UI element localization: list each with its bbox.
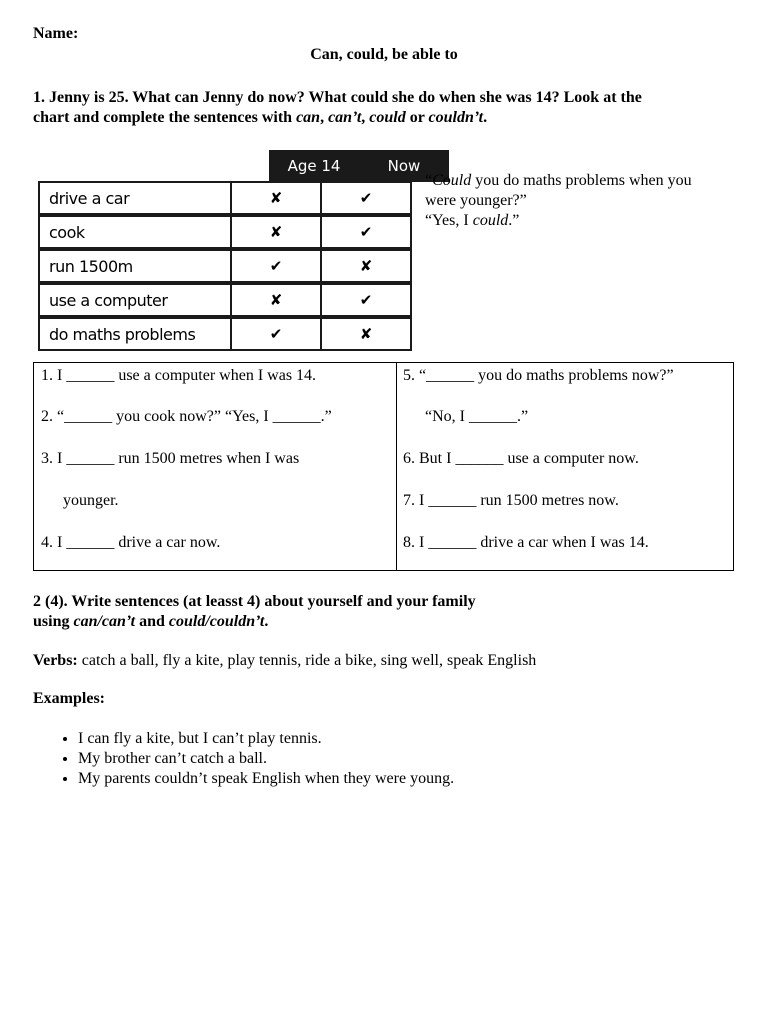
chart-row	[38, 283, 412, 317]
exercise1-box	[33, 362, 734, 571]
examples-list	[56, 729, 454, 789]
chart-row	[38, 317, 412, 351]
sentence-2: 2. “______ you cook now?” “Yes, I ______.”	[41, 408, 332, 425]
exercise2-instruction-line2	[33, 612, 268, 632]
chart-row	[38, 249, 412, 283]
separator: ,	[320, 109, 329, 126]
exercise2-instruction-line1: 2 (4). Write sentences (at leasst 4) about yourself and your family	[33, 593, 476, 610]
word-could: could	[472, 212, 509, 229]
instruction-text: and	[135, 613, 169, 630]
chart-row	[38, 181, 412, 215]
sentence-7: 7. I ______ run 1500 metres now.	[403, 492, 619, 509]
word-cant: can’t	[328, 109, 362, 126]
word-couldnt: couldn’t	[428, 109, 484, 126]
quote-mark: “	[425, 172, 433, 189]
activity-cell: do maths problems	[38, 317, 232, 351]
word-could: Could	[432, 172, 472, 189]
ability-chart	[38, 150, 421, 351]
sentence-3-continued: younger.	[63, 492, 119, 509]
activity-cell: cook	[38, 215, 232, 249]
separator: ,	[361, 109, 370, 126]
example-question-line2: were younger?”	[425, 192, 527, 209]
separator: .	[483, 109, 488, 126]
sentence-4: 4. I ______ drive a car now.	[41, 534, 221, 551]
sentence-5: 5. “______ you do maths problems now?”	[403, 367, 674, 384]
sentence-5-answer: “No, I ______.”	[425, 408, 529, 425]
age14-mark: ✘	[230, 181, 322, 215]
separator: or	[405, 109, 429, 126]
now-mark: ✘	[320, 317, 412, 351]
verbs-label: Verbs:	[33, 652, 78, 669]
examples-label: Examples:	[33, 690, 105, 707]
word-could: could	[369, 109, 406, 126]
activity-cell: use a computer	[38, 283, 232, 317]
name-label: Name:	[33, 25, 79, 42]
instruction-text: using	[33, 613, 74, 630]
example-answer	[425, 211, 519, 231]
separator: .	[264, 613, 269, 630]
col-header-age14: Age 14	[269, 150, 359, 182]
now-mark: ✔	[320, 283, 412, 317]
sentence-1: 1. I ______ use a computer when I was 14.	[41, 367, 317, 384]
chart-row	[38, 215, 412, 249]
exercise1-instruction-line2	[33, 108, 487, 128]
example-text: “Yes, I	[425, 212, 473, 229]
column-divider	[396, 363, 397, 570]
list-item: • My brother can’t catch a ball.	[78, 749, 454, 769]
page-title: Can, could, be able to	[310, 46, 458, 63]
example-text: you do maths problems when you	[471, 172, 692, 189]
age14-mark: ✘	[230, 215, 322, 249]
example-question-line1	[425, 171, 692, 191]
age14-mark: ✘	[230, 283, 322, 317]
exercise1-instruction-line1: 1. Jenny is 25. What can Jenny do now? What could she do when she was 14? Look at the	[33, 89, 642, 106]
verbs-list: catch a ball, fly a kite, play tennis, ride a bike, sing well, speak English	[77, 652, 537, 669]
list-item: • I can fly a kite, but I can’t play tennis.	[78, 729, 454, 749]
word-could-couldnt: could/couldn’t	[168, 613, 265, 630]
list-item: • My parents couldn’t speak English when they were young.	[78, 769, 454, 789]
word-can: can	[296, 109, 321, 126]
now-mark: ✔	[320, 215, 412, 249]
verbs-line	[33, 651, 536, 671]
activity-cell: drive a car	[38, 181, 232, 215]
sentence-3: 3. I ______ run 1500 metres when I was	[41, 450, 300, 467]
activity-cell: run 1500m	[38, 249, 232, 283]
word-can-cant: can/can’t	[73, 613, 136, 630]
now-mark: ✘	[320, 249, 412, 283]
sentence-6: 6. But I ______ use a computer now.	[403, 450, 639, 467]
col-header-now: Now	[359, 150, 449, 182]
age14-mark: ✔	[230, 317, 322, 351]
age14-mark: ✔	[230, 249, 322, 283]
instruction-text: chart and complete the sentences with	[33, 109, 297, 126]
quote-mark: .”	[508, 212, 520, 229]
sentence-8: 8. I ______ drive a car when I was 14.	[403, 534, 649, 551]
now-mark: ✔	[320, 181, 412, 215]
